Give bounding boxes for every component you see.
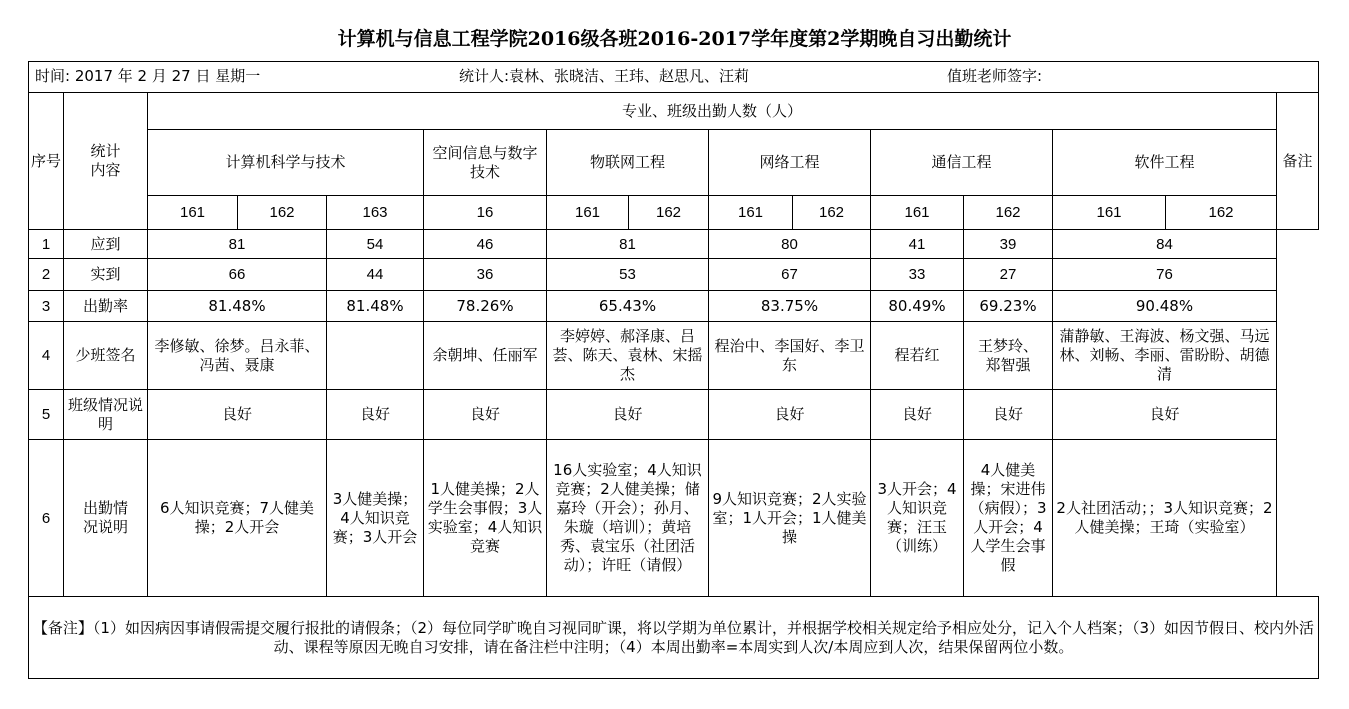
row-number: 5 xyxy=(29,390,64,440)
row-number: 1 xyxy=(29,230,64,259)
note-cell: 4人健美操；宋进伟（病假）；3人开会；4人学生会事假 xyxy=(964,440,1053,597)
absent-cell: 李修敏、徐梦。吕永菲、冯茜、聂康 xyxy=(148,322,327,390)
major-header: 网络工程 xyxy=(709,130,871,196)
rate-cell: 78.26% xyxy=(424,291,547,322)
row-number: 6 xyxy=(29,440,64,597)
expected-cell: 41 xyxy=(871,230,964,259)
rate-cell: 65.43% xyxy=(547,291,709,322)
expected-cell: 81 xyxy=(148,230,327,259)
info-row xyxy=(29,62,1319,93)
class-header: 163 xyxy=(327,196,424,230)
note-cell: 3人开会；4人知识竞赛；汪玉（训练） xyxy=(871,440,964,597)
status-cell: 良好 xyxy=(547,390,709,440)
note-cell: 2人社团活动；；3人知识竞赛；2人健美操；王琦（实验室） xyxy=(1053,440,1277,597)
page-title: 计算机与信息工程学院2016级各班2016-2017学年度第2学期晚自习出勤统计 xyxy=(337,28,1012,50)
major-header: 计算机科学与技术 xyxy=(148,130,424,196)
class-header: 162 xyxy=(1166,196,1277,230)
class-header: 161 xyxy=(709,196,793,230)
statisticians-text: 统计人:袁林、张晓洁、王玮、赵思凡、汪莉 xyxy=(459,67,750,85)
class-header: 162 xyxy=(629,196,709,230)
row-label: 应到 xyxy=(64,230,148,259)
class-header: 162 xyxy=(238,196,327,230)
absent-cell: 余朝坤、任丽军 xyxy=(424,322,547,390)
actual-cell: 67 xyxy=(709,259,871,291)
rate-cell: 90.48% xyxy=(1053,291,1277,322)
row-label: 少班签名 xyxy=(64,322,148,390)
major-header: 通信工程 xyxy=(871,130,1053,196)
row-number: 3 xyxy=(29,291,64,322)
actual-cell: 27 xyxy=(964,259,1053,291)
stat-header: 统计内容 xyxy=(64,93,148,230)
note-cell: 9人知识竞赛；2人实验室；1人开会；1人健美操 xyxy=(709,440,871,597)
expected-cell: 84 xyxy=(1053,230,1277,259)
status-cell: 良好 xyxy=(327,390,424,440)
class-header: 162 xyxy=(964,196,1053,230)
actual-cell: 36 xyxy=(424,259,547,291)
absent-cell: 王梦玲、郑智强 xyxy=(964,322,1053,390)
attendance-table xyxy=(28,61,1319,679)
row-label: 班级情况说明 xyxy=(64,390,148,440)
actual-cell: 33 xyxy=(871,259,964,291)
rate-cell: 83.75% xyxy=(709,291,871,322)
class-header: 16 xyxy=(424,196,547,230)
rate-cell: 80.49% xyxy=(871,291,964,322)
absent-cell: 程治中、李国好、李卫东 xyxy=(709,322,871,390)
remark-cell xyxy=(1277,230,1319,597)
seq-header: 序号 xyxy=(29,93,64,230)
absent-cell xyxy=(327,322,424,390)
status-cell: 良好 xyxy=(424,390,547,440)
group-header: 专业、班级出勤人数（人） xyxy=(148,93,1277,130)
expected-cell: 46 xyxy=(424,230,547,259)
class-header: 162 xyxy=(793,196,871,230)
rate-cell: 81.48% xyxy=(148,291,327,322)
status-cell: 良好 xyxy=(148,390,327,440)
major-header: 空间信息与数字技术 xyxy=(424,130,547,196)
actual-cell: 76 xyxy=(1053,259,1277,291)
expected-cell: 80 xyxy=(709,230,871,259)
absent-cell: 程若红 xyxy=(871,322,964,390)
expected-cell: 81 xyxy=(547,230,709,259)
note-cell: 16人实验室；4人知识竞赛；2人健美操；储嘉玲（开会）；孙月、朱璇（培训）；黄培秀、袁宝乐（社团活动）；许旺（请假） xyxy=(547,440,709,597)
actual-cell: 44 xyxy=(327,259,424,291)
note-cell: 6人知识竞赛；7人健美操；2人开会 xyxy=(148,440,327,597)
expected-cell: 54 xyxy=(327,230,424,259)
row-number: 4 xyxy=(29,322,64,390)
class-header: 161 xyxy=(148,196,238,230)
status-cell: 良好 xyxy=(871,390,964,440)
rate-cell: 81.48% xyxy=(327,291,424,322)
actual-cell: 53 xyxy=(547,259,709,291)
row-label: 实到 xyxy=(64,259,148,291)
expected-cell: 39 xyxy=(964,230,1053,259)
row-label: 出勤率 xyxy=(64,291,148,322)
class-header: 161 xyxy=(547,196,629,230)
major-header: 物联网工程 xyxy=(547,130,709,196)
note-cell: 1人健美操；2人学生会事假；3人实验室；4人知识竞赛 xyxy=(424,440,547,597)
major-header: 软件工程 xyxy=(1053,130,1277,196)
status-cell: 良好 xyxy=(1053,390,1277,440)
teacher-sign-label: 值班老师签字: xyxy=(947,67,1043,85)
class-header: 161 xyxy=(871,196,964,230)
class-header: 161 xyxy=(1053,196,1166,230)
absent-cell: 李婷婷、郝泽康、吕荟、陈天、袁林、宋摇杰 xyxy=(547,322,709,390)
remark-header: 备注 xyxy=(1277,93,1319,230)
row-number: 2 xyxy=(29,259,64,291)
status-cell: 良好 xyxy=(964,390,1053,440)
actual-cell: 66 xyxy=(148,259,327,291)
date-text: 时间: 2017 年 2 月 27 日 星期一 xyxy=(35,67,261,85)
row-label: 出勤情况说明 xyxy=(64,440,148,597)
footer-note: 【备注】（1）如因病因事请假需提交履行报批的请假条；（2）每位同学旷晚自习视同旷课，将以学期为单位累计，并根据学校相关规定给予相应处分，记入个人档案；（3）如因节假日、校内外活动、课程等原因无晚自习安排，请在备注栏中注明；（4）本周出勤率=本周实到人次/本周应到人次，结果保留两位小数。 xyxy=(29,597,1319,679)
note-cell: 3人健美操；4人知识竞赛；3人开会 xyxy=(327,440,424,597)
status-cell: 良好 xyxy=(709,390,871,440)
rate-cell: 69.23% xyxy=(964,291,1053,322)
absent-cell: 蒲静敏、王海波、杨文强、马远林、刘畅、李丽、雷盼盼、胡德清 xyxy=(1053,322,1277,390)
